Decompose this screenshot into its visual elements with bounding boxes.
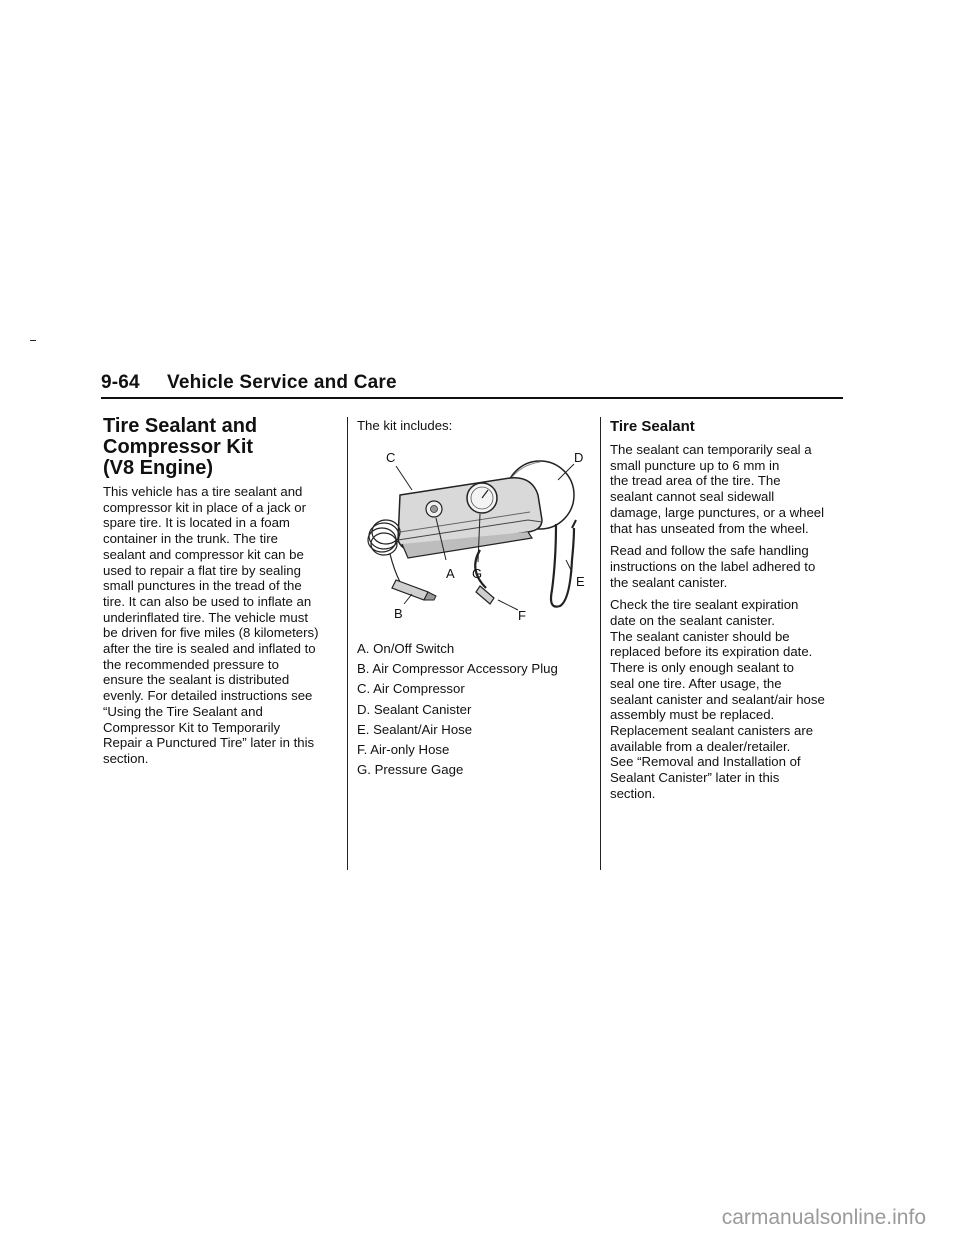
figure-label-b: B bbox=[394, 606, 403, 621]
figure-label-f: F bbox=[518, 608, 526, 623]
page-header bbox=[101, 372, 397, 394]
kit-heading bbox=[103, 416, 343, 479]
text-line: container in the trunk. The tire bbox=[103, 531, 278, 547]
kit-heading-line: (V8 Engine) bbox=[103, 457, 214, 479]
paragraph bbox=[610, 543, 846, 590]
legend-item: G. Pressure Gage bbox=[357, 762, 464, 778]
text-line: spare tire. It is located in a foam bbox=[103, 515, 290, 531]
text-line: small puncture up to 6 mm in bbox=[610, 457, 780, 473]
paragraph bbox=[610, 442, 846, 536]
text-line: sealant canister and sealant/air hose bbox=[610, 691, 825, 707]
text-line: be driven for five miles (8 kilometers) bbox=[103, 625, 319, 641]
text-line: Repair a Punctured Tire” later in this bbox=[103, 735, 315, 751]
legend-item: B. Air Compressor Accessory Plug bbox=[357, 661, 558, 677]
figure-label-c: C bbox=[386, 450, 396, 465]
column-divider-2 bbox=[600, 417, 601, 870]
text-line: after the tire is sealed and inflated to bbox=[103, 641, 316, 657]
crop-mark bbox=[30, 340, 36, 341]
accessory-plug bbox=[392, 580, 436, 600]
text-line: Replacement sealant canisters are bbox=[610, 722, 814, 738]
text-line: seal one tire. After usage, the bbox=[610, 675, 782, 691]
text-line: See “Removal and Installation of bbox=[610, 754, 801, 770]
text-line: instructions on the label adhered to bbox=[610, 558, 816, 574]
text-line: Read and follow the safe handling bbox=[610, 543, 809, 559]
kit-includes-intro: The kit includes: bbox=[357, 418, 453, 433]
figure-label-g: G bbox=[472, 566, 483, 581]
legend-item: A. On/Off Switch bbox=[357, 641, 455, 656]
text-line: underinflated tire. The vehicle must bbox=[103, 609, 309, 625]
text-line: sealant and compressor kit can be bbox=[103, 546, 304, 562]
section-title: Vehicle Service and Care bbox=[167, 372, 397, 393]
text-line: section. bbox=[103, 750, 149, 766]
text-line: sealant cannot seal sidewall bbox=[610, 489, 775, 505]
kit-heading-line: Compressor Kit bbox=[103, 436, 254, 458]
paragraph bbox=[610, 597, 846, 801]
legend-item: D. Sealant Canister bbox=[357, 701, 472, 717]
text-line: the sealant canister. bbox=[610, 574, 728, 590]
text-line: replaced before its expiration date. bbox=[610, 644, 813, 660]
watermark: carmanualsonline.info bbox=[721, 1206, 926, 1229]
text-line: The sealant canister should be bbox=[610, 628, 790, 644]
text-line: damage, large punctures, or a wheel bbox=[610, 504, 825, 520]
kit-heading-line: Tire Sealant and bbox=[103, 415, 258, 437]
page-number: 9-64 bbox=[101, 372, 140, 393]
text-line: date on the sealant canister. bbox=[610, 613, 775, 629]
tire-sealant-text bbox=[610, 442, 846, 808]
legend-item: F. Air-only Hose bbox=[357, 741, 450, 757]
figure-label-d: D bbox=[574, 450, 584, 465]
text-line: small punctures in the tread of the bbox=[103, 578, 302, 594]
text-line: section. bbox=[610, 785, 656, 801]
text-line: the tread area of the tire. The bbox=[610, 473, 781, 489]
kit-parts-legend bbox=[357, 641, 558, 782]
power-cord-coil bbox=[368, 520, 400, 582]
tire-sealant-heading: Tire Sealant bbox=[610, 418, 695, 435]
text-line: used to repair a flat tire by sealing bbox=[103, 562, 301, 578]
text-line: the recommended pressure to bbox=[103, 656, 279, 672]
text-line: Compressor Kit to Temporarily bbox=[103, 719, 281, 735]
text-line: There is only enough sealant to bbox=[610, 660, 795, 676]
kit-description bbox=[103, 484, 339, 767]
compressor-kit-illustration bbox=[360, 440, 592, 628]
text-line: The sealant can temporarily seal a bbox=[610, 442, 812, 457]
figure-label-e: E bbox=[576, 574, 585, 589]
text-line: evenly. For detailed instructions see bbox=[103, 688, 313, 704]
text-line: available from a dealer/retailer. bbox=[610, 738, 791, 754]
text-line: ensure the sealant is distributed bbox=[103, 672, 290, 688]
text-line: Check the tire sealant expiration bbox=[610, 597, 799, 613]
text-line: that has unseated from the wheel. bbox=[610, 520, 809, 536]
legend-item: C. Air Compressor bbox=[357, 681, 465, 697]
header-rule bbox=[101, 397, 843, 399]
sealant-air-hose bbox=[551, 524, 574, 607]
figure-label-a: A bbox=[446, 566, 455, 581]
text-line: “Using the Tire Sealant and bbox=[103, 703, 263, 719]
text-line: assembly must be replaced. bbox=[610, 707, 775, 723]
column-divider-1 bbox=[347, 417, 348, 870]
text-line: compressor kit in place of a jack or bbox=[103, 499, 307, 515]
legend-item: E. Sealant/Air Hose bbox=[357, 721, 473, 737]
text-line: tire. It can also be used to inflate an bbox=[103, 593, 312, 609]
text-line: Sealant Canister” later in this bbox=[610, 770, 780, 786]
text-line: This vehicle has a tire sealant and bbox=[103, 484, 303, 499]
